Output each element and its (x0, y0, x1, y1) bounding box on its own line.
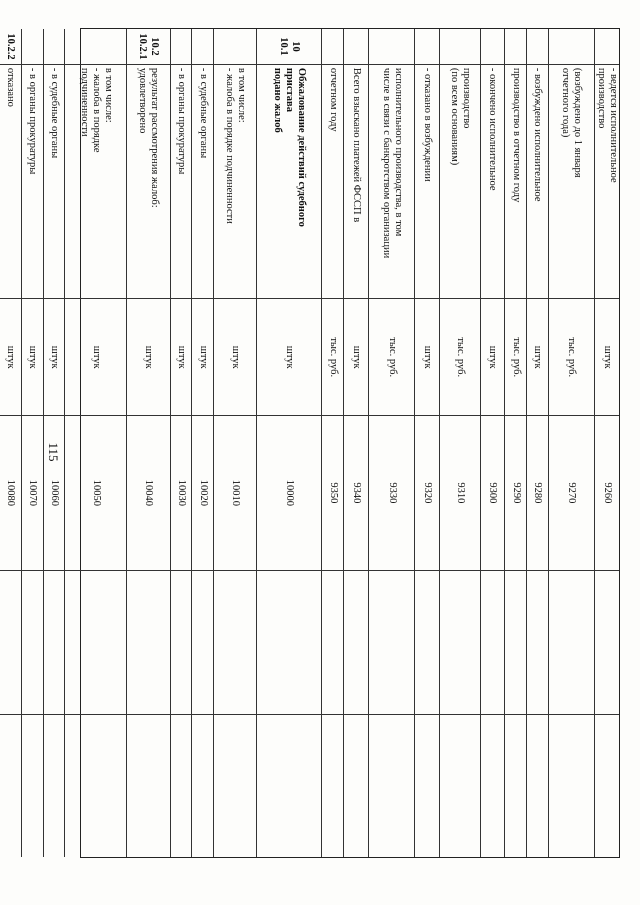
indicator-name: - в органы прокуратуры (27, 67, 39, 175)
value-cell (22, 571, 43, 716)
indicator-name-cell (44, 65, 65, 299)
row-number-cell (171, 29, 192, 65)
unit-cell: тыс. руб. (505, 299, 526, 416)
indicator-name-cell (595, 65, 619, 299)
indicator-name-cell (65, 65, 126, 299)
value-cell (369, 715, 415, 857)
indicator-name: - в судебные органы (197, 67, 209, 159)
indicator-name-cell (549, 65, 595, 299)
row-number-cell (527, 29, 548, 65)
line-code-cell: 10060 (44, 416, 65, 571)
line-code-cell: 9350 (322, 416, 343, 571)
table-row (0, 29, 21, 857)
line-code-cell: 10030 (171, 416, 192, 571)
row-number: 10 (290, 41, 302, 52)
value-cell (171, 571, 192, 716)
value-cell (65, 715, 126, 857)
row-subnumber: 10.2.1 (137, 33, 149, 60)
value-cell (415, 715, 439, 857)
indicator-name-cell (505, 65, 526, 299)
unit-cell: штук (22, 299, 43, 416)
line-code-cell: 9300 (481, 416, 505, 571)
table-row (414, 29, 439, 857)
indicator-name-cell (22, 65, 43, 299)
indicator-name-cell (369, 65, 415, 299)
table-row (594, 29, 619, 857)
value-cell (505, 571, 526, 716)
line-code-cell: 10010 (214, 416, 256, 571)
indicator-name: в том числе: - жалоба в порядке подчиненности (78, 67, 114, 153)
line-code-cell: 9330 (369, 416, 415, 571)
row-number-cell (22, 29, 43, 65)
unit-cell: штук (481, 299, 505, 416)
value-cell (322, 715, 343, 857)
line-code-cell: 10080 (0, 416, 21, 571)
line-code-cell: 10000 (257, 416, 321, 571)
indicator-name-cell (527, 65, 548, 299)
page-number: 115 (46, 442, 61, 462)
row-number-cell (595, 29, 619, 65)
indicator-name-cell (344, 65, 368, 299)
table-row (480, 29, 505, 857)
value-cell (44, 571, 65, 716)
value-cell (527, 715, 548, 857)
indicator-name: (возбуждено до 1 января отчетного года) (560, 67, 584, 178)
row-number-cell (192, 29, 213, 65)
indicator-name: - ведется исполнительное производство (596, 67, 620, 183)
line-code-cell: 9340 (344, 416, 368, 571)
value-cell (549, 571, 595, 716)
indicator-name-cell (171, 65, 192, 299)
row-number-cell (415, 29, 439, 65)
unit-cell: штук (344, 299, 368, 416)
indicator-name: - отказано в возбуждении (422, 67, 434, 182)
value-cell (171, 715, 192, 857)
row-subnumber: 10.1 (278, 37, 290, 56)
table-row (43, 29, 65, 857)
indicator-name-cell (322, 65, 343, 299)
table-row (504, 29, 526, 857)
line-code-cell: 9280 (527, 416, 548, 571)
unit-cell: тыс. руб. (369, 299, 415, 416)
value-cell (0, 571, 21, 716)
unit-cell: штук (415, 299, 439, 416)
value-cell (440, 571, 479, 716)
row-number-cell (65, 29, 126, 65)
row-number-cell (127, 29, 169, 65)
indicator-name: производство в отчетном году (510, 67, 522, 203)
value-cell (127, 715, 169, 857)
line-code-cell: 10050 (65, 416, 126, 571)
row-number-cell (369, 29, 415, 65)
unit-cell: тыс. руб. (549, 299, 595, 416)
unit-cell: штук (214, 299, 256, 416)
line-code-cell: 10040 (127, 416, 169, 571)
table-row (368, 29, 415, 857)
indicator-name: - в судебные органы (48, 67, 60, 159)
row-number-cell (0, 29, 21, 65)
value-cell (344, 715, 368, 857)
table-row (126, 29, 169, 857)
value-cell (127, 571, 169, 716)
value-cell (257, 571, 321, 716)
table-row (321, 29, 343, 857)
indicator-name: - возбуждено исполнительное (532, 67, 544, 202)
table-row (439, 29, 479, 857)
row-number: 10.2.2 (5, 33, 17, 60)
indicator-name: отказано (5, 67, 17, 107)
table-row (64, 29, 126, 857)
indicator-name: Всего взыскано платежей ФССП в (351, 67, 363, 223)
line-code-cell: 10020 (192, 416, 213, 571)
line-code-cell: 9270 (549, 416, 595, 571)
value-cell (505, 715, 526, 857)
value-cell (415, 571, 439, 716)
value-cell (192, 715, 213, 857)
unit-cell: штук (65, 299, 126, 416)
table-row (213, 29, 256, 857)
value-cell (214, 571, 256, 716)
value-cell (481, 571, 505, 716)
value-cell (344, 571, 368, 716)
value-cell (257, 715, 321, 857)
indicator-name-cell (415, 65, 439, 299)
unit-cell: штук (171, 299, 192, 416)
table-row (170, 29, 192, 857)
row-number-cell (322, 29, 343, 65)
value-cell (214, 715, 256, 857)
unit-cell: тыс. руб. (322, 299, 343, 416)
value-cell (0, 715, 21, 857)
indicator-name: - в органы прокуратуры (175, 67, 187, 175)
table-row (191, 29, 213, 857)
value-cell (65, 571, 126, 716)
row-number-cell (257, 29, 321, 65)
row-number-cell (214, 29, 256, 65)
table-row (21, 29, 43, 857)
line-code-cell: 9290 (505, 416, 526, 571)
row-number-cell (481, 29, 505, 65)
value-cell (595, 571, 619, 716)
indicator-name: производство (по всем основаниям) (448, 67, 472, 166)
indicator-name-cell (192, 65, 213, 299)
value-cell (22, 715, 43, 857)
indicator-name: исполнительного производства, в том числе в связи с банкротством организации (380, 67, 404, 259)
indicator-name: результат рассмотрения жалоб: удовлетворено (137, 67, 161, 208)
value-cell (322, 571, 343, 716)
row-number-cell (549, 29, 595, 65)
line-code-cell: 9260 (595, 416, 619, 571)
unit-cell: штук (127, 299, 169, 416)
unit-cell: штук (192, 299, 213, 416)
table-row (343, 29, 368, 857)
indicator-name-cell (440, 65, 479, 299)
value-cell (595, 715, 619, 857)
unit-cell: тыс. руб. (440, 299, 479, 416)
indicator-name: Обжалование действий судебного пристава подано жалоб (272, 67, 308, 227)
unit-cell: штук (527, 299, 548, 416)
row-number: 10.2 (149, 37, 161, 56)
unit-cell: штук (0, 299, 21, 416)
line-code-cell: 10070 (22, 416, 43, 571)
indicator-name: - окончено исполнительное (487, 67, 499, 191)
indicator-name-cell (257, 65, 321, 299)
value-cell (369, 571, 415, 716)
value-cell (527, 571, 548, 716)
table-row (526, 29, 548, 857)
indicator-name-cell (0, 65, 21, 299)
row-number-cell (505, 29, 526, 65)
unit-cell: штук (595, 299, 619, 416)
line-code-cell: 9320 (415, 416, 439, 571)
indicator-name-cell (127, 65, 169, 299)
value-cell (549, 715, 595, 857)
row-number-cell (344, 29, 368, 65)
indicator-name: в том числе: - жалоба в порядке подчиненности (224, 67, 248, 224)
value-cell (481, 715, 505, 857)
table-row (548, 29, 595, 857)
value-cell (192, 571, 213, 716)
unit-cell: штук (257, 299, 321, 416)
unit-cell: штук (44, 299, 65, 416)
indicator-name-cell (481, 65, 505, 299)
indicator-name-cell (214, 65, 256, 299)
table-row (256, 29, 321, 857)
value-cell (44, 715, 65, 857)
line-code-cell: 9310 (440, 416, 479, 571)
indicator-name: отчетном году (327, 67, 339, 132)
row-number-cell (44, 29, 65, 65)
row-number-cell (440, 29, 479, 65)
value-cell (440, 715, 479, 857)
